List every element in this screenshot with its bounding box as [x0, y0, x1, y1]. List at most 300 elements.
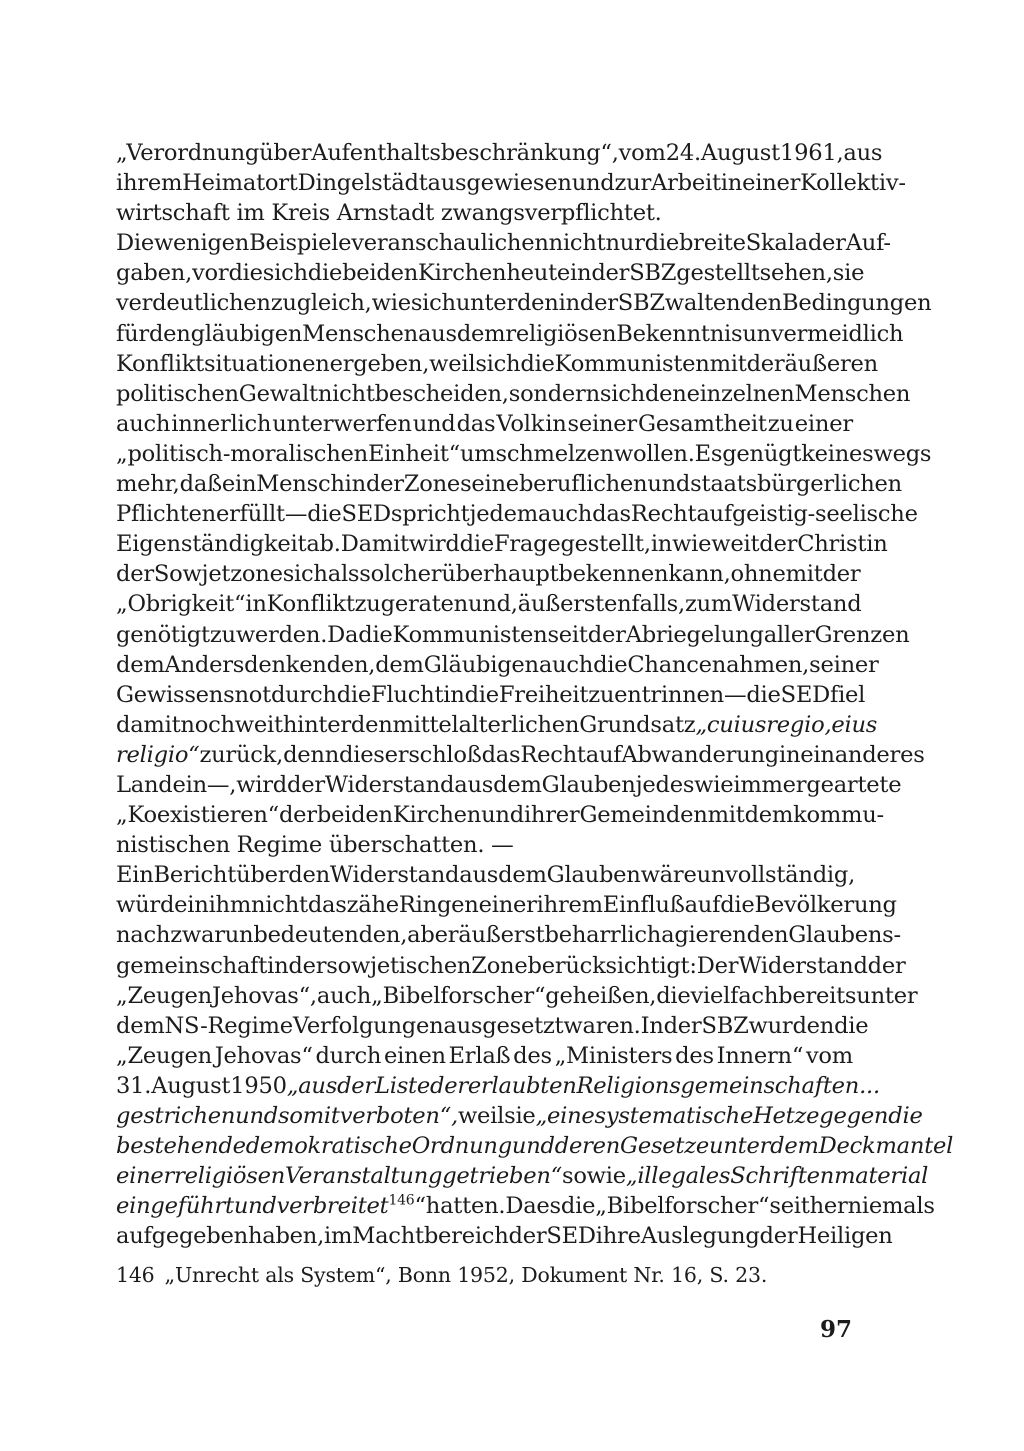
word-text: denn — [283, 741, 339, 768]
word-text: getrieben“ — [442, 1163, 562, 1190]
word — [116, 800, 279, 830]
word — [536, 1101, 595, 1131]
word-text: wollen. — [613, 440, 695, 467]
word — [815, 620, 910, 650]
word — [732, 499, 918, 529]
word-text: und — [571, 170, 615, 197]
word-text: keineswegs — [801, 440, 932, 467]
word — [559, 288, 580, 318]
word — [116, 258, 192, 288]
word-text: Kommunisten — [392, 621, 548, 648]
word — [512, 1131, 555, 1161]
word — [471, 951, 527, 981]
word-text: Menschen — [302, 320, 418, 347]
word — [308, 258, 342, 288]
text-line — [116, 168, 906, 198]
word-text: zurück, — [199, 741, 284, 768]
word-text: aber — [407, 922, 459, 949]
word-text: die — [520, 350, 555, 377]
word — [207, 770, 236, 800]
word — [695, 710, 766, 740]
word-text: die — [464, 681, 499, 708]
word-text: Jehovas“ — [214, 1042, 313, 1069]
word-text: ergeben, — [329, 350, 430, 377]
word — [710, 349, 747, 379]
footnote-ref: 146 — [388, 1192, 415, 1209]
word — [600, 379, 645, 409]
word — [555, 1041, 673, 1071]
word-text: Schriftenmaterial — [730, 1163, 929, 1190]
word-text: systematische — [594, 1103, 754, 1129]
word-text: auch — [316, 982, 372, 1009]
word-text: SBZ — [617, 290, 665, 317]
word-text: Christ — [797, 531, 867, 558]
word-text: beharrlich — [544, 922, 662, 949]
word — [263, 258, 308, 288]
word-text: gestrichen — [116, 1103, 236, 1129]
word — [457, 409, 496, 439]
text-line — [116, 499, 918, 529]
word-text: Ein — [116, 862, 154, 889]
word-text: Gewissensnot — [116, 681, 271, 708]
word-text: unter — [455, 290, 517, 317]
word-text: Bevölkerung — [754, 892, 897, 919]
word-text: verboten“, — [339, 1103, 458, 1129]
word-text: Gläubigen — [423, 651, 539, 678]
word — [780, 138, 843, 168]
word-text: über — [259, 140, 312, 166]
word — [393, 800, 481, 830]
word — [724, 680, 746, 710]
word — [504, 1101, 535, 1131]
word — [355, 589, 381, 619]
word — [116, 1041, 212, 1071]
text-line — [116, 1041, 853, 1071]
word — [154, 860, 237, 890]
word — [413, 409, 456, 439]
word — [234, 1191, 277, 1221]
text-line — [116, 620, 910, 650]
word — [460, 529, 494, 559]
word — [345, 469, 366, 499]
word-text: — — [491, 832, 514, 859]
word — [408, 740, 481, 770]
word — [545, 981, 656, 1011]
word — [778, 981, 856, 1011]
word-text: „Zeugen — [116, 982, 212, 1009]
text-line — [116, 710, 878, 740]
word-text: wirtschaft — [116, 200, 230, 227]
word — [708, 800, 745, 830]
word-text: den — [148, 320, 191, 347]
word — [271, 288, 372, 318]
word-text: vom — [618, 140, 666, 166]
word — [154, 228, 249, 258]
word-text: Widerstand — [324, 771, 455, 798]
word-text: damit — [116, 711, 181, 738]
word — [563, 1011, 640, 1041]
word-text: dem — [375, 651, 424, 678]
word — [580, 288, 618, 318]
word-text: der — [337, 1072, 375, 1099]
word-text: einer — [742, 170, 801, 197]
word-text: weil — [429, 350, 476, 377]
word-text: der — [508, 1223, 547, 1250]
word-text: Kollektiv- — [800, 170, 906, 197]
word-text: Damit — [340, 531, 409, 558]
word — [784, 349, 877, 379]
word — [325, 770, 454, 800]
word — [341, 529, 409, 559]
word — [393, 620, 548, 650]
word-text: „Obrigkeit“ — [116, 591, 246, 618]
word-text: aus — [843, 140, 883, 166]
word-text: und — [481, 802, 524, 829]
word — [245, 589, 266, 619]
word-text: die — [307, 260, 343, 287]
word-text: das — [456, 410, 496, 437]
word-text: mit — [707, 802, 745, 829]
word — [568, 409, 637, 439]
word — [277, 1191, 426, 1221]
word — [460, 439, 614, 469]
word — [687, 379, 795, 409]
word-text: religiösen — [505, 320, 617, 347]
word-text: Innern“ — [716, 1042, 804, 1069]
word-text: und — [511, 1133, 555, 1160]
word-text: im — [236, 200, 265, 227]
word — [730, 1161, 928, 1191]
word — [664, 1011, 702, 1041]
text-line — [116, 920, 901, 950]
word — [593, 650, 627, 680]
word-text: werden. — [235, 621, 328, 648]
word — [192, 258, 228, 288]
word-text: wie — [694, 771, 734, 798]
word-text: ab. — [306, 531, 341, 558]
word-text: dem — [116, 1012, 165, 1039]
word-text: ihre — [595, 1223, 641, 1250]
word-text: zähe — [346, 892, 399, 919]
word — [685, 589, 732, 619]
word — [458, 1101, 504, 1131]
word-text: kann, — [668, 561, 731, 588]
word-text: Da — [327, 621, 359, 648]
word-text: ein — [800, 741, 835, 768]
word-text: die — [228, 260, 263, 287]
word — [308, 890, 347, 920]
word — [517, 288, 559, 318]
word — [579, 710, 695, 740]
word — [116, 1161, 174, 1191]
word — [116, 349, 330, 379]
word-text: die — [336, 681, 372, 708]
word — [759, 529, 797, 559]
word-text: Abriegelung — [625, 621, 764, 648]
word — [819, 1101, 888, 1131]
word-text: der — [288, 952, 327, 979]
word — [271, 198, 330, 228]
word — [498, 860, 547, 890]
word-text: dem — [493, 771, 542, 798]
word — [666, 138, 701, 168]
word — [513, 1041, 552, 1071]
word — [116, 710, 180, 740]
word — [248, 1221, 324, 1251]
word — [661, 920, 788, 950]
word — [538, 499, 592, 529]
word-text: Ringen — [398, 892, 479, 919]
word — [315, 1041, 381, 1071]
word — [629, 258, 676, 288]
word-text: Der — [696, 952, 739, 979]
word — [404, 469, 460, 499]
word — [391, 499, 470, 529]
text-line — [116, 830, 853, 860]
word — [116, 288, 271, 318]
word-text: den — [288, 862, 330, 889]
word-text: Land — [116, 771, 173, 798]
word-text: würde — [116, 892, 188, 919]
word — [619, 138, 666, 168]
word — [712, 650, 809, 680]
word — [547, 860, 641, 890]
word — [618, 288, 665, 318]
word-text: nistischen — [116, 832, 230, 859]
word — [614, 439, 695, 469]
word — [116, 920, 170, 950]
word — [536, 1191, 560, 1221]
word — [769, 1191, 847, 1221]
word-text: seit — [547, 621, 588, 648]
word-text: ihrer — [523, 802, 580, 829]
word — [311, 138, 618, 168]
word — [570, 258, 591, 288]
word — [116, 1071, 151, 1101]
word — [174, 1161, 285, 1191]
word — [697, 951, 739, 981]
word — [116, 890, 187, 920]
word — [800, 168, 906, 198]
word-text: in — [866, 531, 888, 558]
word-text: einer — [116, 1163, 175, 1190]
word-text: der — [430, 1072, 468, 1099]
word-text: berücksichtigt: — [527, 952, 697, 979]
word-text: hatten. — [425, 1193, 506, 1220]
word-text: in — [720, 170, 743, 197]
word — [449, 1041, 511, 1071]
text-line — [116, 349, 878, 379]
word-text: sich — [475, 350, 521, 377]
word-text: und, — [467, 591, 518, 618]
text-line — [116, 198, 853, 228]
word-text: politischen — [116, 380, 239, 407]
word-text: eingeführt — [116, 1193, 234, 1220]
word — [482, 740, 521, 770]
word-text: mittelalterlichen — [392, 711, 580, 738]
text-line — [116, 860, 856, 890]
word — [555, 349, 710, 379]
word — [562, 1161, 626, 1191]
word — [764, 620, 815, 650]
word — [327, 620, 358, 650]
word — [116, 499, 216, 529]
text-line — [116, 258, 865, 288]
word — [293, 1011, 444, 1041]
word-text: nach — [116, 922, 171, 949]
word — [116, 680, 271, 710]
word — [685, 890, 721, 920]
word-text: ihrem — [116, 170, 183, 197]
word-text: Einheit“ — [367, 440, 460, 467]
word — [717, 1041, 804, 1071]
word — [371, 981, 545, 1011]
word-text: zu — [354, 591, 381, 618]
word — [381, 589, 468, 619]
word-text: jedem — [469, 501, 538, 528]
word-text: die — [644, 230, 679, 257]
word-text: hinter — [282, 711, 351, 738]
word-text: unvollständig, — [696, 862, 856, 889]
word-text: Widerstand — [732, 591, 862, 618]
word-text: „Bibelforscher“ — [595, 1193, 770, 1220]
word-text: in — [779, 741, 801, 768]
word-text: dem — [116, 651, 165, 678]
word — [441, 198, 662, 228]
word-text: Dingelstädt — [297, 170, 428, 197]
word — [418, 258, 506, 288]
word-text: sich — [282, 561, 328, 588]
word — [572, 168, 615, 198]
word — [116, 379, 239, 409]
word — [577, 1071, 860, 1101]
footnote — [116, 1262, 767, 1288]
word — [283, 559, 328, 589]
word-text: ... — [859, 1072, 880, 1099]
word — [358, 620, 392, 650]
word-text: dieser — [339, 741, 409, 768]
text-line — [116, 650, 879, 680]
word — [631, 499, 696, 529]
word — [287, 1071, 337, 1101]
word — [359, 559, 441, 589]
word-text: Ordnung — [411, 1133, 512, 1160]
text-line — [116, 770, 902, 800]
text-line — [116, 1011, 869, 1041]
word — [721, 168, 742, 198]
word-text: Auslegung — [640, 1223, 760, 1250]
word — [665, 288, 782, 318]
text-line — [116, 1131, 954, 1161]
text-line — [116, 951, 906, 981]
word-text: sowjetischen — [326, 952, 472, 979]
word — [641, 1221, 760, 1251]
word — [760, 258, 833, 288]
word — [481, 800, 524, 830]
word-text: Religionsgemeinschaften — [576, 1072, 860, 1099]
text-line — [116, 981, 918, 1011]
word-text: Eigenständigkeit — [116, 531, 307, 558]
word — [668, 559, 730, 589]
word — [520, 349, 554, 379]
word — [496, 409, 544, 439]
word-text: August — [700, 140, 780, 166]
word — [272, 409, 411, 439]
word — [326, 951, 471, 981]
word — [278, 1101, 340, 1131]
word-text: Regime — [236, 832, 323, 859]
word-text: In — [640, 1012, 664, 1039]
word-text: wäre — [640, 862, 697, 889]
word-text: der — [365, 471, 404, 498]
word — [679, 228, 746, 258]
word — [116, 319, 149, 349]
word-text: äußerst — [458, 922, 545, 949]
word-text: Glauben — [546, 862, 641, 889]
word-text: dem — [770, 1133, 819, 1160]
word — [505, 319, 616, 349]
word-text: zur — [614, 170, 652, 197]
word — [366, 469, 404, 499]
word-text: der — [807, 230, 846, 257]
word — [696, 499, 732, 529]
word — [187, 890, 208, 920]
word-text: Konfliktsituationen — [116, 350, 330, 377]
word — [329, 830, 484, 860]
word-text: August — [151, 1072, 231, 1099]
word-text: Grenzen — [814, 621, 910, 648]
word-text: — — [723, 681, 747, 708]
word-text: zwangsverpflichtet. — [440, 200, 662, 227]
word-text: der — [591, 260, 630, 287]
word — [170, 920, 225, 950]
text-line — [116, 1161, 929, 1191]
word — [651, 168, 721, 198]
word — [786, 559, 823, 589]
word — [116, 138, 259, 168]
word — [246, 1131, 412, 1161]
word — [800, 740, 834, 770]
word — [701, 138, 780, 168]
word — [342, 258, 418, 288]
word — [116, 589, 245, 619]
word — [558, 559, 668, 589]
word-text: spricht — [390, 501, 470, 528]
word-text: zu — [209, 621, 236, 648]
word-text: genügt — [722, 440, 802, 467]
word-text: sich — [410, 290, 456, 317]
text-line — [116, 800, 884, 830]
word-text: ein — [172, 771, 207, 798]
word — [191, 319, 303, 349]
word-text: „Koexistieren“ — [116, 802, 279, 829]
word-text: durch — [270, 681, 337, 708]
word — [407, 920, 458, 950]
word-text: dem — [456, 320, 506, 347]
word-text: der — [746, 350, 785, 377]
word-text: die — [656, 982, 691, 1009]
word — [520, 740, 585, 770]
word-text: Einfluß — [602, 892, 685, 919]
word-text: aus — [459, 862, 499, 889]
word — [831, 710, 877, 740]
word-text: waltenden — [664, 290, 782, 317]
word-text: in — [267, 952, 289, 979]
word-text: „eine — [535, 1103, 595, 1129]
word — [215, 1041, 313, 1071]
word — [116, 860, 154, 890]
word — [399, 890, 479, 920]
